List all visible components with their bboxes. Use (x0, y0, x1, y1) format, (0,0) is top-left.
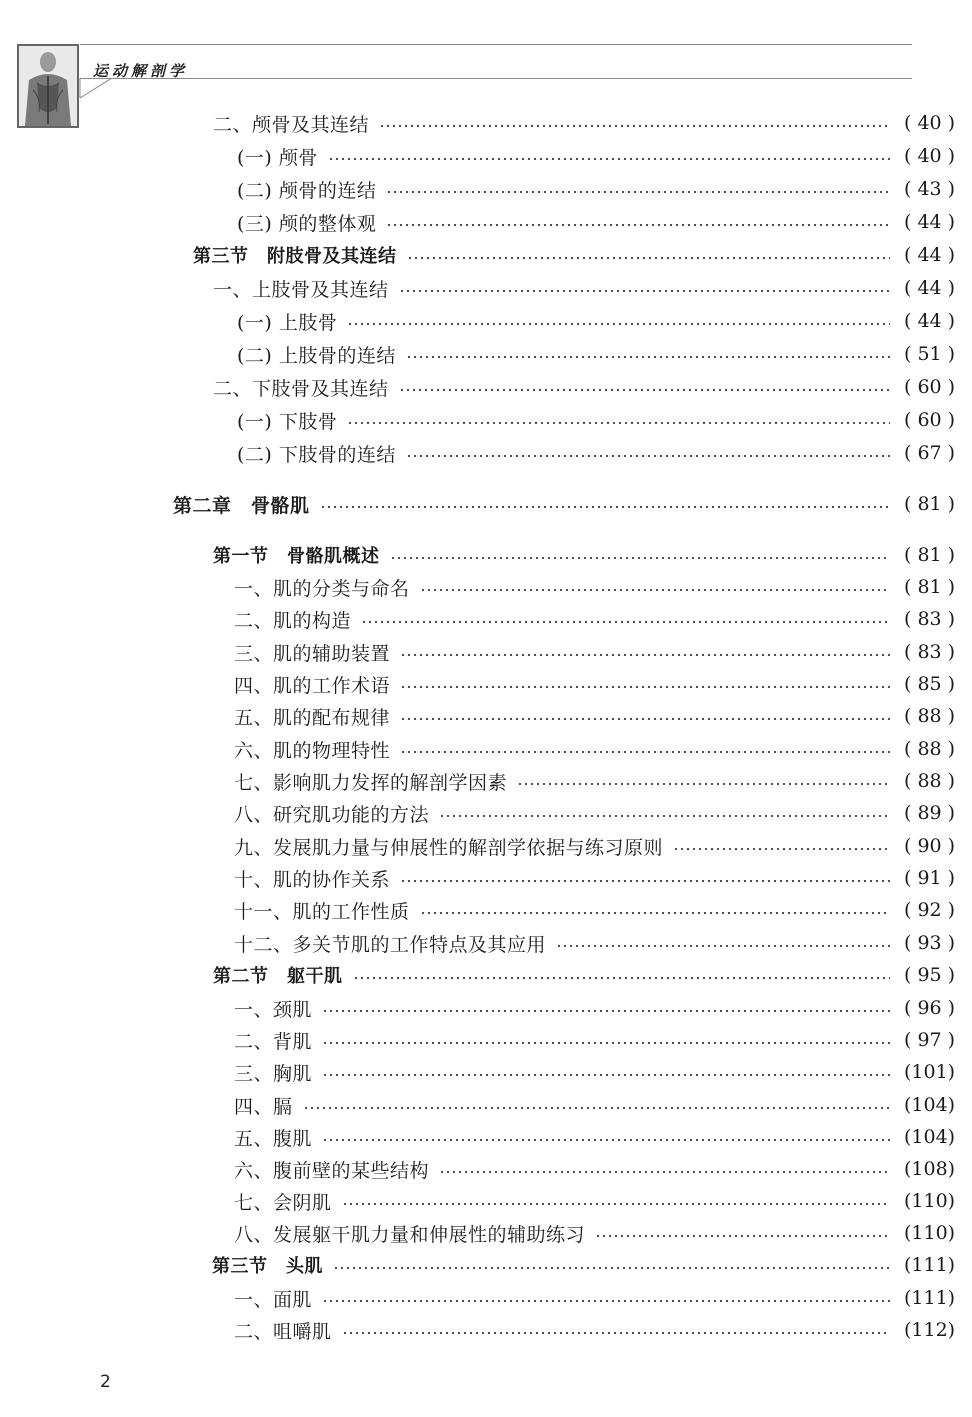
toc-entry-title: 八、发展躯干肌力量和伸展性的辅助练习 (234, 1223, 586, 1246)
toc-entry[interactable] (213, 273, 972, 303)
page-number: 2 (100, 1372, 111, 1392)
toc-entry-page: ( 40 ) (904, 145, 956, 167)
toc-entry-title: 二、背肌 (234, 1030, 313, 1053)
toc-entry[interactable] (234, 1090, 972, 1120)
dot-leader (333, 1267, 890, 1269)
toc-entry-page: ( 67 ) (904, 442, 956, 464)
dot-leader (328, 158, 890, 160)
toc-entry[interactable] (234, 993, 972, 1023)
toc-entry-title: (二) 下肢骨的连结 (237, 443, 396, 466)
toc-entry-page: (111) (904, 1254, 956, 1276)
toc-entry-page: ( 44 ) (904, 277, 956, 299)
toc-entry-title: 二、肌的构造 (234, 609, 352, 632)
toc-entry-page: ( 51 ) (904, 343, 956, 365)
toc-entry[interactable] (213, 960, 972, 990)
dot-leader (390, 557, 891, 559)
toc-entry[interactable] (237, 141, 972, 171)
running-title: 运动解剖学 (93, 62, 189, 80)
toc-entry[interactable] (234, 572, 972, 602)
toc-entry-page: ( 89 ) (904, 802, 956, 824)
toc-entry-title: 二、下肢骨及其连结 (213, 377, 389, 400)
toc-entry[interactable] (234, 734, 972, 764)
toc-entry-page: (110) (904, 1190, 956, 1212)
toc-entry[interactable] (234, 604, 972, 634)
toc-entry-title: (一) 下肢骨 (237, 410, 338, 433)
toc-entry[interactable] (213, 108, 972, 138)
dot-leader (379, 125, 890, 127)
toc-entry[interactable] (234, 1186, 972, 1216)
dot-leader (673, 848, 890, 850)
toc-entry[interactable] (237, 405, 972, 435)
dot-leader (353, 977, 891, 979)
toc-entry[interactable] (213, 540, 972, 570)
toc-entry[interactable] (234, 831, 972, 861)
dot-leader (386, 191, 890, 193)
toc-entry-title: 二、咀嚼肌 (234, 1320, 332, 1343)
toc-entry-title: 十二、多关节肌的工作特点及其应用 (234, 933, 547, 956)
toc-entry-page: ( 90 ) (904, 835, 956, 857)
dot-leader (406, 356, 890, 358)
toc-entry-page: ( 60 ) (904, 376, 956, 398)
toc-entry-title: 四、膈 (234, 1095, 293, 1118)
dot-leader (407, 257, 891, 259)
toc-entry-title: 第一节 骨骼肌概述 (213, 546, 380, 567)
toc-entry-title: (一) 颅骨 (237, 146, 318, 169)
toc-entry-title: 七、会阴肌 (234, 1191, 332, 1214)
toc-entry-title: (一) 上肢骨 (237, 311, 338, 334)
dot-leader (595, 1235, 890, 1237)
dot-leader (347, 422, 890, 424)
toc-entry-page: ( 81 ) (904, 493, 956, 515)
dot-leader (400, 751, 890, 753)
dot-leader (439, 815, 890, 817)
toc-entry[interactable] (234, 1057, 972, 1087)
toc-entry-title: (二) 上肢骨的连结 (237, 344, 396, 367)
toc-entry-title: 一、肌的分类与命名 (234, 577, 410, 600)
toc-entry[interactable] (234, 1218, 972, 1248)
toc-entry[interactable] (212, 1250, 972, 1280)
toc-entry-page: ( 85 ) (904, 673, 956, 695)
toc-entry[interactable] (234, 1025, 972, 1055)
toc-entry-title: 十一、肌的工作性质 (234, 900, 410, 923)
toc-entry[interactable] (213, 372, 972, 402)
toc-entry-page: ( 44 ) (904, 211, 956, 233)
toc-entry-page: ( 91 ) (904, 867, 956, 889)
toc-entry-title: 五、腹肌 (234, 1127, 313, 1150)
toc-entry-title: 三、肌的辅助装置 (234, 642, 391, 665)
toc-entry[interactable] (234, 1283, 972, 1313)
dot-leader (322, 1010, 890, 1012)
toc-entry-page: ( 96 ) (904, 997, 956, 1019)
toc-entry-title: 五、肌的配布规律 (234, 706, 391, 729)
toc-entry-title: 六、腹前壁的某些结构 (234, 1159, 430, 1182)
toc-entry[interactable] (173, 489, 972, 519)
toc-entry-title: (二) 颅骨的连结 (237, 179, 377, 202)
dot-leader (400, 718, 890, 720)
dot-leader (406, 455, 890, 457)
toc-entry-title: 三、胸肌 (234, 1062, 313, 1085)
toc-entry[interactable] (234, 1154, 972, 1184)
toc-entry-page: (110) (904, 1222, 956, 1244)
toc-entry-title: (三) 颅的整体观 (237, 212, 377, 235)
toc-entry[interactable] (234, 798, 972, 828)
toc-entry-page: (112) (904, 1319, 956, 1341)
toc-entry[interactable] (234, 669, 972, 699)
dot-leader (400, 686, 890, 688)
toc-entry[interactable] (237, 306, 972, 336)
toc-entry-title: 一、上肢骨及其连结 (213, 278, 389, 301)
toc-entry-title: 一、面肌 (234, 1288, 313, 1311)
toc-entry-page: ( 83 ) (904, 608, 956, 630)
dot-leader (399, 389, 890, 391)
dot-leader (400, 880, 890, 882)
toc-entry[interactable] (237, 174, 972, 204)
dot-leader (517, 783, 890, 785)
toc-entry[interactable] (234, 637, 972, 667)
toc-entry-page: (108) (904, 1158, 956, 1180)
toc-entry[interactable] (234, 928, 972, 958)
dot-leader (322, 1042, 890, 1044)
dot-leader (322, 1139, 890, 1141)
toc-entry-title: 第二节 躯干肌 (213, 966, 343, 987)
toc-entry[interactable] (237, 339, 972, 369)
toc-entry-title: 九、发展肌力量与伸展性的解剖学依据与练习原则 (234, 836, 664, 859)
dot-leader (439, 1171, 890, 1173)
toc-entry-title: 六、肌的物理特性 (234, 739, 391, 762)
toc-entry-page: ( 83 ) (904, 641, 956, 663)
toc-entry-page: ( 88 ) (904, 738, 956, 760)
toc-entry-page: ( 81 ) (904, 544, 956, 566)
dot-leader (320, 506, 890, 508)
toc-entry-page: (111) (904, 1287, 956, 1309)
toc-entry[interactable] (237, 438, 972, 468)
dot-leader (347, 323, 890, 325)
toc-entry[interactable] (234, 863, 972, 893)
toc-entry-page: ( 93 ) (904, 932, 956, 954)
dot-leader (322, 1300, 890, 1302)
toc-entry-page: ( 95 ) (904, 964, 956, 986)
toc-entry-title: 四、肌的工作术语 (234, 674, 391, 697)
toc-entry-page: ( 88 ) (904, 770, 956, 792)
toc-entry-title: 七、影响肌力发挥的解剖学因素 (234, 771, 508, 794)
dot-leader (303, 1107, 890, 1109)
toc-entry-page: ( 81 ) (904, 576, 956, 598)
toc-entry[interactable] (234, 895, 972, 925)
toc-entry-page: ( 40 ) (904, 112, 956, 134)
toc-entry-page: (104) (904, 1126, 956, 1148)
dot-leader (420, 912, 890, 914)
toc-entry-page: ( 97 ) (904, 1029, 956, 1051)
toc-entry[interactable] (234, 766, 972, 796)
toc-entry[interactable] (234, 1122, 972, 1152)
dot-leader (361, 621, 890, 623)
dot-leader (556, 945, 890, 947)
dot-leader (342, 1332, 890, 1334)
toc-entry-page: ( 44 ) (904, 244, 956, 266)
dot-leader (342, 1203, 890, 1205)
toc-entry-title: 第三节 头肌 (212, 1256, 323, 1277)
toc-entry-title: 一、颈肌 (234, 998, 313, 1021)
toc-entry-title: 第二章 骨骼肌 (173, 494, 310, 517)
toc-entry[interactable] (237, 207, 972, 237)
dot-leader (322, 1074, 890, 1076)
toc-entry-page: (101) (904, 1061, 956, 1083)
toc-entry-title: 二、颅骨及其连结 (213, 113, 370, 136)
dot-leader (399, 290, 890, 292)
toc-entry-title: 第三节 附肢骨及其连结 (193, 246, 397, 267)
dot-leader (386, 224, 890, 226)
toc-entry-title: 十、肌的协作关系 (234, 868, 391, 891)
toc-entry-page: ( 60 ) (904, 409, 956, 431)
toc-entry-page: (104) (904, 1094, 956, 1116)
toc-entry-page: ( 43 ) (904, 178, 956, 200)
toc-entry-page: ( 88 ) (904, 705, 956, 727)
toc-entry-title: 八、研究肌功能的方法 (234, 803, 430, 826)
toc-entry[interactable] (234, 1315, 972, 1345)
dot-leader (400, 654, 890, 656)
toc-entry[interactable] (193, 240, 972, 270)
toc-entry-page: ( 92 ) (904, 899, 956, 921)
toc-entry[interactable] (234, 701, 972, 731)
toc-entry-page: ( 44 ) (904, 310, 956, 332)
dot-leader (420, 589, 890, 591)
